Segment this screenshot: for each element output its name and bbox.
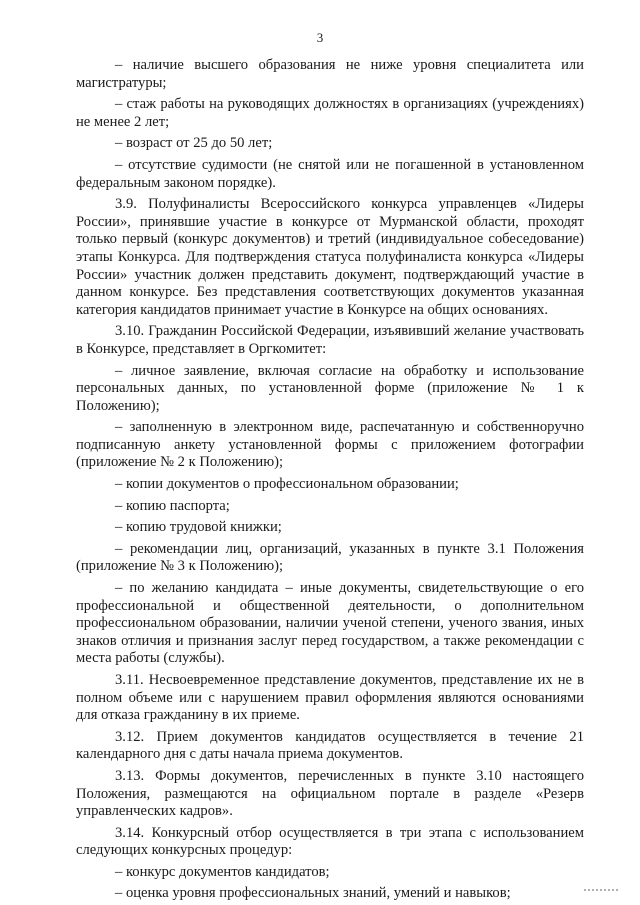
paragraph: – возраст от 25 до 50 лет; [115, 135, 273, 152]
page-number: 3 [316, 30, 324, 45]
paragraph: 3.14. Конкурсный отбор осуществляется в три этапа с использованием следующих конкурсных процедур: [76, 824, 584, 859]
paragraph: – отсутствие судимости (не снятой или не погашенной в установленном федеральным законом порядке). [76, 156, 584, 191]
paragraph: 3.10. Гражданин Российской Федерации, изъявивший желание участвовать в Конкурсе, представляет в Оргкомитет: [76, 323, 584, 357]
paragraph: – наличие высшего образования не ниже уровня специалитета или магистратуры; [76, 57, 584, 91]
paragraph: – копии документов о профессиональном образовании; [115, 476, 459, 493]
paragraph: – личное заявление, включая согласие на обработку и использование персональных данных, по установленной форме (приложение № 1 к Положению); [76, 362, 584, 414]
paragraph: – конкурс документов кандидатов; [115, 863, 330, 880]
paragraph: – заполненную в электронном виде, распечатанную и собственноручно подписанную анкету установленной формы с приложением фотографии (приложение № 2 к Положению); [76, 419, 584, 471]
paragraph: – стаж работы на руководящих должностях в организациях (учреждениях) не менее 2 лет; [76, 96, 584, 130]
paragraph: 3.11. Несвоевременное представление документов, представление их не в полном объеме или с нарушением правил оформления являются основаниями для отказа гражданину в их приеме. [76, 672, 584, 724]
paragraph: 3.12. Прием документов кандидатов осуществляется в течение 21 календарного дня с даты начала приема документов. [76, 728, 584, 763]
paragraph: 3.13. Формы документов, перечисленных в пункте 3.10 настоящего Положения, размещаются на официальном портале в разделе «Резерв управленческих кадров». [76, 767, 584, 820]
paragraph: 3.9. Полуфиналисты Всероссийского конкурса управленцев «Лидеры России», принявшие участие в конкурсе от Мурманской области, проходят только первый (конкурс документов) и третий (индивидуальное собеседование) этапы Конкурса. Для подтверждения статуса полуфиналиста конкурса «Лидеры России» участник должен представить документ, подтверждающий участие в данном конкурсе. Без представления соответствующих документов указанная категория кандидатов принимает участие в Конкурсе на общих основаниях. [76, 196, 584, 318]
paragraph: – копию паспорта; [115, 497, 230, 514]
document-body [76, 57, 584, 905]
paragraph: – оценка уровня профессиональных знаний, умений и навыков; [115, 884, 511, 901]
paragraph: – рекомендации лиц, организаций, указанных в пункте 3.1 Положения (приложение № 3 к Положению); [76, 540, 584, 575]
paragraph: – копию трудовой книжки; [115, 519, 282, 536]
paragraph: – по желанию кандидата – иные документы, свидетельствующие о его профессиональной и общественной деятельности, о дополнительном профессиональном образовании, наличии ученой степени, ученого звания, иных знаков отличия и признания заслуг перед государством, а также рекомендации с места работы (службы). [76, 580, 584, 667]
scan-artifact-mark [584, 889, 618, 891]
